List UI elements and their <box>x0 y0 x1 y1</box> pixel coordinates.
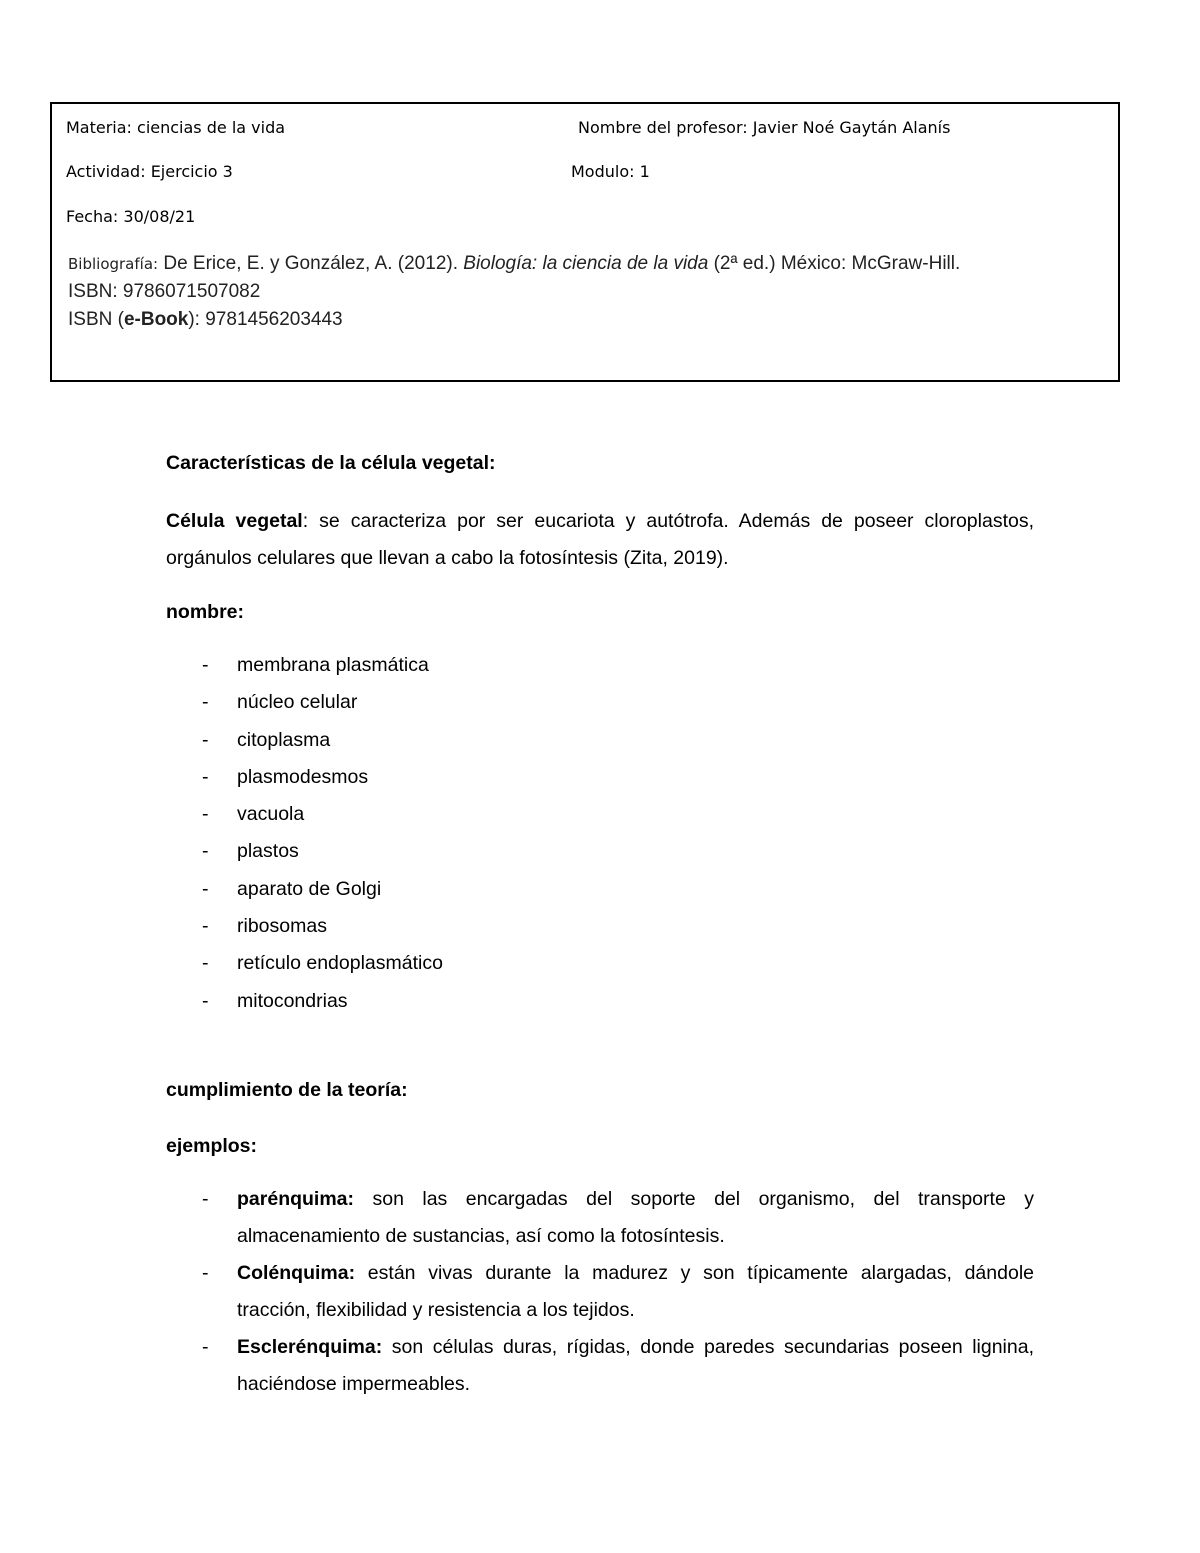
bibliography-edition: (2ª ed.) México: McGraw-Hill. <box>708 253 961 274</box>
bullet-dash: - <box>202 1187 209 1210</box>
list-item <box>166 684 1034 721</box>
list-item-text: aparato de Golgi <box>237 877 382 900</box>
header-box <box>50 102 1120 382</box>
list-item <box>166 983 1034 1020</box>
main-content <box>166 450 1034 1403</box>
module-label: Modulo: 1 <box>571 162 650 181</box>
names-heading: nombre: <box>166 601 244 623</box>
isbn-ebook-prefix: ISBN ( <box>68 309 124 330</box>
bullet-dash: - <box>202 803 209 826</box>
bullet-dash: - <box>202 915 209 938</box>
bullet-dash: - <box>202 654 209 676</box>
isbn-ebook-number: ): 9781456203443 <box>188 309 343 330</box>
example-item <box>166 1181 1034 1255</box>
list-item <box>166 871 1034 908</box>
teacher-name: Nombre del profesor: Javier Noé Gaytán Alanís <box>578 118 951 137</box>
bibliography <box>68 250 1108 334</box>
bullet-dash: - <box>202 877 209 900</box>
list-item-text: núcleo celular <box>237 691 358 714</box>
definition-text: : se caracteriza por ser eucariota y autótrofa. Además de poseer cloroplastos, orgánulos celulares que llevan a cabo la fotosíntesis (Zita, 2019). <box>166 510 1034 569</box>
bullet-dash: - <box>202 952 209 975</box>
example-text: están vivas durante la madurez y son típicamente alargadas, dándole tracción, flexibilidad y resistencia a los tejidos. <box>237 1261 1034 1321</box>
list-item-text: citoplasma <box>237 728 331 751</box>
subject-label: Materia: ciencias de la vida <box>66 118 286 137</box>
list-item <box>166 796 1034 833</box>
list-item <box>166 722 1034 759</box>
theory-heading: cumplimiento de la teoría: <box>166 1078 408 1101</box>
list-item <box>166 908 1034 945</box>
list-item-text: plastos <box>237 840 299 863</box>
list-item-text: vacuola <box>237 803 305 826</box>
activity-label: Actividad: Ejercicio 3 <box>66 162 233 181</box>
list-item-text: membrana plasmática <box>237 654 429 676</box>
list-item-text: retículo endoplasmático <box>237 952 443 975</box>
examples-heading: ejemplos: <box>166 1134 258 1157</box>
example-term: Colénquima: <box>237 1261 356 1284</box>
date-label: Fecha: 30/08/21 <box>66 207 196 226</box>
names-list <box>166 647 1034 1020</box>
list-item-text: plasmodesmos <box>237 765 369 788</box>
isbn-ebook-bold: e-Book <box>123 309 189 330</box>
list-item <box>166 759 1034 796</box>
section-title: Características de la célula vegetal: <box>166 452 496 474</box>
bullet-dash: - <box>202 840 209 863</box>
isbn-print: ISBN: 9786071507082 <box>68 281 261 302</box>
example-item <box>166 1329 1034 1403</box>
bullet-dash: - <box>202 1261 209 1284</box>
example-text: son células duras, rígidas, donde paredes secundarias poseen lignina, haciéndose impermeables. <box>237 1335 1034 1395</box>
bullet-dash: - <box>202 1335 209 1358</box>
bibliography-book-title: Biología: la ciencia de la vida <box>463 253 709 274</box>
bullet-dash: - <box>202 989 209 1012</box>
bullet-dash: - <box>202 765 209 788</box>
bibliography-reference <box>68 250 1108 278</box>
example-text: son las encargadas del soporte del organismo, del transporte y almacenamiento de sustancias, así como la fotosíntesis. <box>237 1187 1034 1247</box>
definition-term: Célula vegetal <box>166 510 303 532</box>
list-item-text: ribosomas <box>237 915 327 938</box>
bibliography-authors: De Erice, E. y González, A. (2012). <box>158 253 464 274</box>
example-term: parénquima: <box>237 1187 355 1210</box>
definition-paragraph <box>166 503 1034 577</box>
bullet-dash: - <box>202 728 209 751</box>
examples-list <box>166 1181 1034 1403</box>
example-term: Esclerénquima: <box>237 1335 383 1358</box>
example-item <box>166 1255 1034 1329</box>
list-item <box>166 945 1034 982</box>
bibliography-label: Bibliografía: <box>68 255 159 273</box>
list-item <box>166 647 1034 684</box>
list-item-text: mitocondrias <box>237 989 348 1012</box>
list-item <box>166 833 1034 870</box>
isbn-ebook <box>68 306 1108 334</box>
bullet-dash: - <box>202 691 209 714</box>
